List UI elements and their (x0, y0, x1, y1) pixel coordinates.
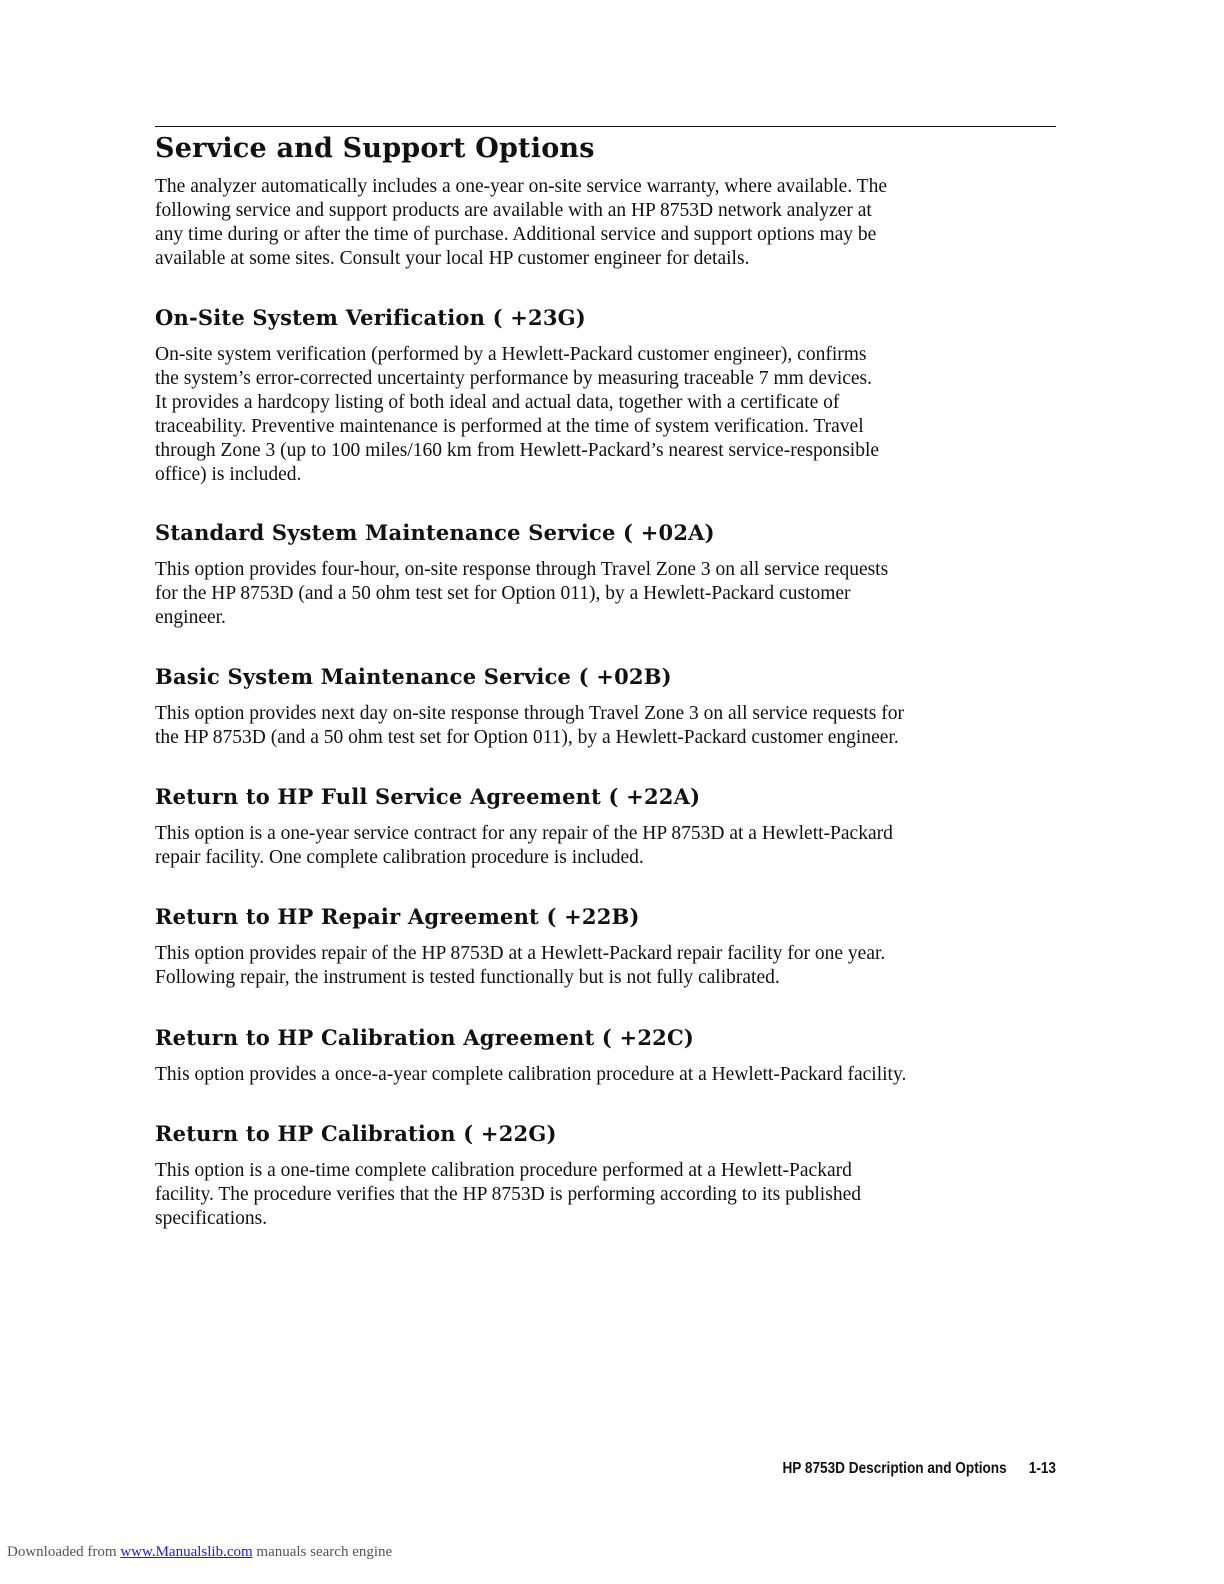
body-line: facility. The procedure verifies that the HP 8753D is performing according to its published (155, 1184, 861, 1205)
download-note-prefix: Downloaded from (7, 1544, 117, 1560)
section-heading-full-service: Return to HP Full Service Agreement ( +22A) (155, 784, 701, 809)
intro-line: following service and support products are available with an HP 8753D network analyzer at (155, 200, 872, 221)
body-line: specifications. (155, 1208, 268, 1229)
section-body-basic-maintenance (155, 702, 1060, 750)
body-line: the system’s error-corrected uncertainty performance by measuring traceable 7 mm devices. (155, 368, 873, 389)
download-note (7, 1542, 392, 1562)
section-heading-repair-agreement: Return to HP Repair Agreement ( +22B) (155, 904, 640, 929)
intro-paragraph (155, 175, 1060, 271)
body-line: office) is included. (155, 464, 302, 485)
body-line: This option is a one-year service contract for any repair of the HP 8753D at a Hewlett-Packard (155, 823, 893, 844)
page-footer (753, 1458, 1056, 1480)
body-line: On-site system verification (performed by a Hewlett-Packard customer engineer), confirms (155, 344, 867, 365)
page-title: Service and Support Options (155, 133, 595, 164)
section-body-calibration-agreement (155, 1063, 1060, 1087)
section-body-full-service (155, 822, 1060, 870)
body-line: This option provides next day on-site response through Travel Zone 3 on all service requests for (155, 703, 904, 724)
body-line: repair facility. One complete calibration procedure is included. (155, 847, 644, 868)
footer-chapter-title: HP 8753D Description and Options (782, 1460, 1007, 1477)
section-body-standard-maintenance (155, 558, 1060, 630)
section-body-calibration (155, 1159, 1060, 1231)
body-line: This option provides a once-a-year complete calibration procedure at a Hewlett-Packard facility. (155, 1064, 907, 1085)
body-line: Following repair, the instrument is tested functionally but is not fully calibrated. (155, 967, 780, 988)
intro-line: any time during or after the time of purchase. Additional service and support options may be (155, 224, 877, 245)
footer-page-number: 1-13 (1028, 1460, 1056, 1477)
section-body-onsite-verification (155, 343, 1060, 487)
body-line: the HP 8753D (and a 50 ohm test set for Option 011), by a Hewlett-Packard customer engineer. (155, 727, 899, 748)
body-line: engineer. (155, 607, 226, 628)
body-line: for the HP 8753D (and a 50 ohm test set for Option 011), by a Hewlett-Packard customer (155, 583, 851, 604)
body-line: This option is a one-time complete calibration procedure performed at a Hewlett-Packard (155, 1160, 852, 1181)
manualslib-link[interactable]: www.Manualslib.com (120, 1544, 253, 1560)
section-heading-basic-maintenance: Basic System Maintenance Service ( +02B) (155, 664, 672, 689)
body-line: through Zone 3 (up to 100 miles/160 km from Hewlett-Packard’s nearest service-responsible (155, 440, 880, 461)
heading-rule (155, 126, 1056, 127)
intro-line: available at some sites. Consult your local HP customer engineer for details. (155, 248, 750, 269)
intro-line: The analyzer automatically includes a one-year on-site service warranty, where available. The (155, 176, 887, 197)
body-line: traceability. Preventive maintenance is performed at the time of system verification. Travel (155, 416, 864, 437)
section-heading-onsite-verification: On-Site System Verification ( +23G) (155, 305, 586, 330)
section-heading-calibration-agreement: Return to HP Calibration Agreement ( +22C) (155, 1025, 695, 1050)
body-line: It provides a hardcopy listing of both ideal and actual data, together with a certificate of (155, 392, 840, 413)
section-heading-calibration: Return to HP Calibration ( +22G) (155, 1121, 557, 1146)
body-line: This option provides four-hour, on-site response through Travel Zone 3 on all service requests (155, 559, 889, 580)
body-line: This option provides repair of the HP 8753D at a Hewlett-Packard repair facility for one year. (155, 943, 886, 964)
download-note-suffix: manuals search engine (256, 1544, 393, 1560)
section-body-repair-agreement (155, 942, 1060, 990)
section-heading-standard-maintenance: Standard System Maintenance Service ( +02A) (155, 520, 715, 545)
